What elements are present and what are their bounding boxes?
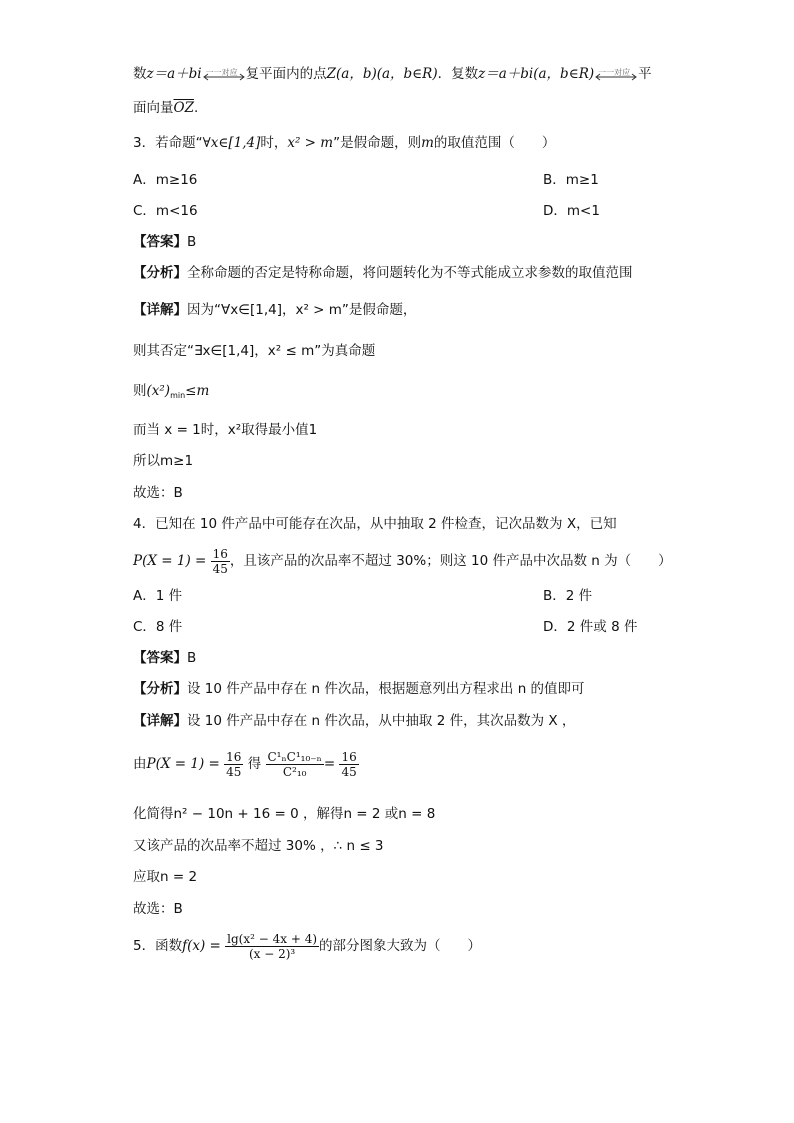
q5-fraction: $\frac{\text{lg(x² − 4x + 4)}}{\text{(x − 2)³}}$: [227, 931, 318, 961]
detail-tag: 【详解】: [133, 302, 187, 318]
q3-analysis: [133, 263, 633, 283]
q4-stem-2: [133, 544, 672, 578]
q3-option-d[interactable]: D．m<1: [543, 203, 600, 219]
q4-detail-2: [133, 747, 359, 781]
double-arrow-icon: 一一对应: [594, 67, 638, 81]
q3-text: 的取值范围（ ）: [433, 135, 556, 151]
complex-formula-2: z＝a＋bi(a，b∈R): [478, 66, 595, 82]
detail-fraction-2: $\frac{16}{45}$: [341, 749, 357, 779]
intro-text: 数: [133, 66, 147, 82]
q3-option-a[interactable]: A．m≥16: [133, 172, 198, 188]
q3-options-row-1: [133, 170, 599, 190]
q5-text: 函数: [155, 938, 183, 954]
q3-text: ”是假命题，则: [333, 135, 422, 151]
analysis-text: 全称命题的否定是特称命题，将问题转化为不等式能成立求参数的取值范围: [187, 265, 633, 281]
detail-formula: ≤m: [185, 383, 210, 399]
intro-text: 平: [638, 66, 652, 82]
answer-value: B: [187, 650, 197, 666]
point-formula: Z(a，b)(a，b∈R): [326, 66, 438, 82]
answer-tag: 【答案】: [133, 234, 187, 250]
q4-option-a[interactable]: A．1 件: [133, 588, 183, 604]
intro-line-1: [133, 64, 652, 84]
q3-detail-3: [133, 381, 209, 406]
detail-text: 由: [133, 756, 147, 772]
q3-detail-6: 故选：B: [133, 485, 183, 501]
q4-detail-1: [133, 711, 575, 731]
q3-option-c[interactable]: C．m<16: [133, 203, 198, 219]
q3-text: 时，: [260, 135, 288, 151]
analysis-tag: 【分析】: [133, 681, 187, 697]
q3-option-b[interactable]: B．m≥1: [543, 172, 599, 188]
q4-options-row-1: [133, 586, 593, 606]
q4-detail-5: 应取n = 2: [133, 869, 198, 885]
q4-detail-4: 又该产品的次品率不超过 30% ，∴ n ≤ 3: [133, 838, 384, 854]
combination-fraction: $\frac{\text{C¹ₙC¹₁₀₋ₙ}}{\text{C²₁₀}}$: [267, 749, 322, 779]
detail-tag: 【详解】: [133, 713, 187, 729]
q3-forall: ∀x∈[1,4]: [202, 135, 261, 151]
detail-text: 因为“∀x∈[1,4]，x² > m”是假命题，: [187, 302, 417, 318]
vector-oz: $\overline{OZ}$: [173, 100, 194, 116]
q4-answer: [133, 648, 196, 668]
intro-text: 复平面内的点: [245, 66, 327, 82]
q4-stem-1: [133, 514, 617, 534]
q4-detail-6: 故选：B: [133, 901, 183, 917]
q4-option-c[interactable]: C．8 件: [133, 619, 183, 635]
q3-inequality: x² > m: [287, 135, 334, 151]
q5-text: 的部分图象大致为（ ）: [319, 938, 482, 954]
q3-detail-5: 所以m≥1: [133, 453, 194, 469]
intro-text: ．复数: [437, 66, 479, 82]
q5-formula: f(x) =: [182, 938, 221, 954]
q4-fraction: $\frac{16}{45}$: [212, 546, 228, 576]
equals-sign: =: [323, 756, 336, 772]
detail-formula: (x²): [146, 383, 171, 399]
q4-analysis: [133, 679, 585, 699]
q4-option-b[interactable]: B．2 件: [543, 588, 593, 604]
complex-formula: z＝a＋bi: [146, 66, 202, 82]
q3-options-row-2: [133, 201, 600, 221]
question-number: 4．: [133, 516, 156, 532]
answer-value: B: [187, 234, 197, 250]
q4-formula: P(X = 1) =: [133, 553, 207, 569]
answer-tag: 【答案】: [133, 650, 187, 666]
q4-options-row-2: [133, 617, 638, 637]
intro-text: 面向量: [133, 100, 174, 116]
detail-subscript: min: [170, 391, 186, 400]
detail-formula: P(X = 1) =: [146, 756, 220, 772]
q5-stem: [133, 928, 481, 964]
question-number: 3．: [133, 135, 156, 151]
q3-detail-4: 而当 x = 1时，x²取得最小值1: [133, 422, 318, 438]
q4-text: 已知在 10 件产品中可能存在次品，从中抽取 2 件检查，记次品数为 X，已知: [155, 516, 617, 532]
analysis-tag: 【分析】: [133, 265, 187, 281]
detail-text: 设 10 件产品中存在 n 件次品，从中抽取 2 件，其次品数为 X ，: [187, 713, 576, 729]
analysis-text: 设 10 件产品中存在 n 件次品，根据题意列出方程求出 n 的值即可: [187, 681, 585, 697]
intro-text: .: [193, 100, 199, 116]
double-arrow-icon: 一一对应: [202, 67, 246, 81]
q3-answer: [133, 232, 196, 252]
q3-detail-1: [133, 300, 416, 320]
detail-fraction: $\frac{16}{45}$: [226, 749, 242, 779]
intro-line-2: [133, 98, 198, 118]
q4-option-d[interactable]: D．2 件或 8 件: [543, 619, 638, 635]
q4-detail-3: 化简得n² − 10n + 16 = 0 ，解得n = 2 或n = 8: [133, 806, 436, 822]
detail-text: 则: [133, 383, 147, 399]
detail-text: 得: [247, 756, 262, 772]
q3-stem: [133, 133, 555, 153]
question-number: 5．: [133, 938, 156, 954]
q3-text: 若命题“: [155, 135, 203, 151]
q3-m: m: [421, 135, 434, 151]
q3-detail-2: 则其否定“∃x∈[1,4]，x² ≤ m”为真命题: [133, 343, 376, 359]
q4-text: ，且该产品的次品率不超过 30%；则这 10 件产品中次品数 n 为（ ）: [229, 553, 672, 569]
